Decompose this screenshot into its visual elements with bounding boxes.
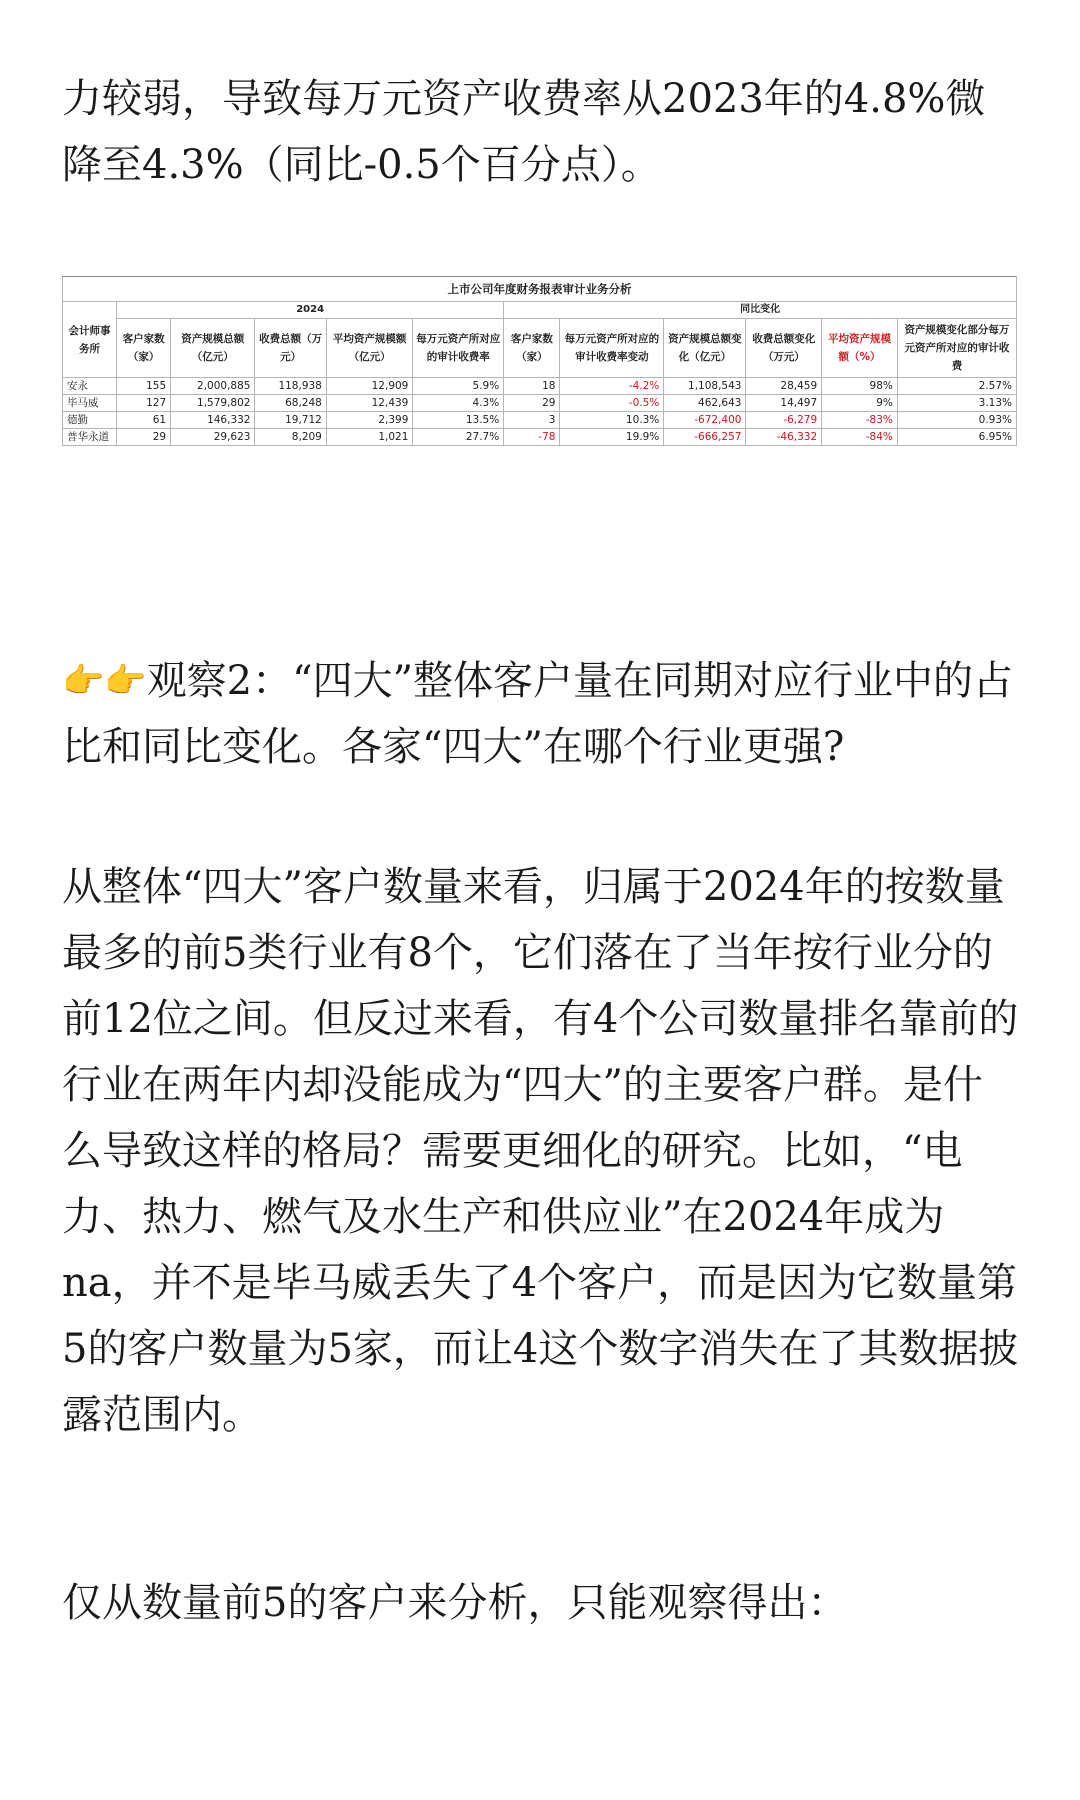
table-cell: 127 (117, 395, 171, 412)
table-title: 上市公司年度财务报表审计业务分析 (63, 277, 1017, 302)
table-cell: -6,279 (746, 412, 822, 429)
header-firm: 会计师事务所 (63, 302, 117, 378)
table-cell: 155 (117, 378, 171, 395)
table-cell: 5.9% (413, 378, 504, 395)
firm-name-cell: 德勤 (63, 412, 117, 429)
table-cell: 9% (822, 395, 898, 412)
intro-paragraph: 力较弱，导致每万元资产收费率从2023年的4.8%微降至4.3%（同比-0.5个百分点）。 (62, 76, 986, 188)
table-cell: 29 (504, 395, 560, 412)
table-cell: 146,332 (171, 412, 255, 429)
table-cell: 12,909 (326, 378, 413, 395)
header-fees-change: 收费总额变化（万元） (746, 319, 822, 378)
header-fee-rate: 每万元资产所对应的审计收费率 (413, 319, 504, 378)
table-cell: 1,021 (326, 429, 413, 446)
firm-name-cell: 安永 (63, 378, 117, 395)
firm-name-cell: 普华永道 (63, 429, 117, 446)
table-cell: 29 (117, 429, 171, 446)
table-cell: 29,623 (171, 429, 255, 446)
table-cell: 68,248 (255, 395, 326, 412)
table-cell: -84% (822, 429, 898, 446)
header-assets-change: 资产规模总额变化（亿元） (664, 319, 746, 378)
table-cell: 2,399 (326, 412, 413, 429)
table-cell: -4.2% (560, 378, 664, 395)
table-row (63, 412, 1017, 429)
table-cell: 4.3% (413, 395, 504, 412)
header-avg-assets: 平均资产规模额（亿元） (326, 319, 413, 378)
table-row (63, 378, 1017, 395)
table-cell: -83% (822, 412, 898, 429)
table-cell: 98% (822, 378, 898, 395)
table-cell: 462,643 (664, 395, 746, 412)
table-cell: 12,439 (326, 395, 413, 412)
header-assets: 资产规模总额（亿元） (171, 319, 255, 378)
header-fee-rate-change: 每万元资产所对应的审计收费率变动 (560, 319, 664, 378)
table-cell: 14,497 (746, 395, 822, 412)
table-cell: 8,209 (255, 429, 326, 446)
header-marginal-fee: 资产规模变化部分每万元资产所对应的审计收费 (897, 319, 1016, 378)
table-cell: 1,579,802 (171, 395, 255, 412)
table-cell: 1,108,543 (664, 378, 746, 395)
table-cell: -0.5% (560, 395, 664, 412)
table-cell: 2,000,885 (171, 378, 255, 395)
table-cell: -78 (504, 429, 560, 446)
analysis-paragraph: 从整体“四大”客户数量来看，归属于2024年的按数量最多的前5类行业有8个，它们落在了当年按行业分的前12位之间。但反过来看，有4个公司数量排名靠前的行业在两年内却没能成为“四大”的主要客户群。是什么导致这样的格局？需要更细化的研究。比如，“电力、热力、燃气及水生产和供应业”在2024年成为na，并不是毕马威丢失了4个客户，而是因为它数量第5的客户数量为5家，而让4这个数字消失在了其数据披露范围内。 (62, 864, 1019, 1438)
table-cell: -672,400 (664, 412, 746, 429)
table-cell: 2.57% (897, 378, 1016, 395)
table-cell: 28,459 (746, 378, 822, 395)
table-cell: 3.13% (897, 395, 1016, 412)
audit-analysis-table-image (62, 276, 1017, 446)
table-cell: 19,712 (255, 412, 326, 429)
table-body (63, 378, 1017, 446)
table-cell: 0.93% (897, 412, 1016, 429)
pointing-hand-icon: 👉 (104, 661, 147, 701)
header-fees: 收费总额（万元） (255, 319, 326, 378)
header-clients-change: 客户家数（家） (504, 319, 560, 378)
section-heading-text: 观察2：“四大”整体客户量在同期对应行业中的占比和同比变化。各家“四大”在哪个行业更强? (62, 658, 1014, 770)
group-change: 同比变化 (504, 302, 1017, 319)
group-2024: 2024 (117, 302, 504, 319)
table-cell: 118,938 (255, 378, 326, 395)
table-row (63, 395, 1017, 412)
header-avg-assets-change: 平均资产规模额（%） (822, 319, 898, 378)
table-cell: 10.3% (560, 412, 664, 429)
table-cell: -666,257 (664, 429, 746, 446)
audit-analysis-table (62, 276, 1017, 446)
firm-name-cell: 毕马威 (63, 395, 117, 412)
table-row (63, 429, 1017, 446)
table-cell: -46,332 (746, 429, 822, 446)
section-heading (62, 648, 1022, 780)
conclusion-lead-paragraph: 仅从数量前5的客户来分析，只能观察得出： (62, 1580, 848, 1626)
table-cell: 27.7% (413, 429, 504, 446)
table-cell: 13.5% (413, 412, 504, 429)
table-cell: 6.95% (897, 429, 1016, 446)
table-cell: 18 (504, 378, 560, 395)
header-clients: 客户家数（家） (117, 319, 171, 378)
table-cell: 61 (117, 412, 171, 429)
pointing-hand-icon: 👉 (62, 661, 105, 701)
table-cell: 3 (504, 412, 560, 429)
table-cell: 19.9% (560, 429, 664, 446)
